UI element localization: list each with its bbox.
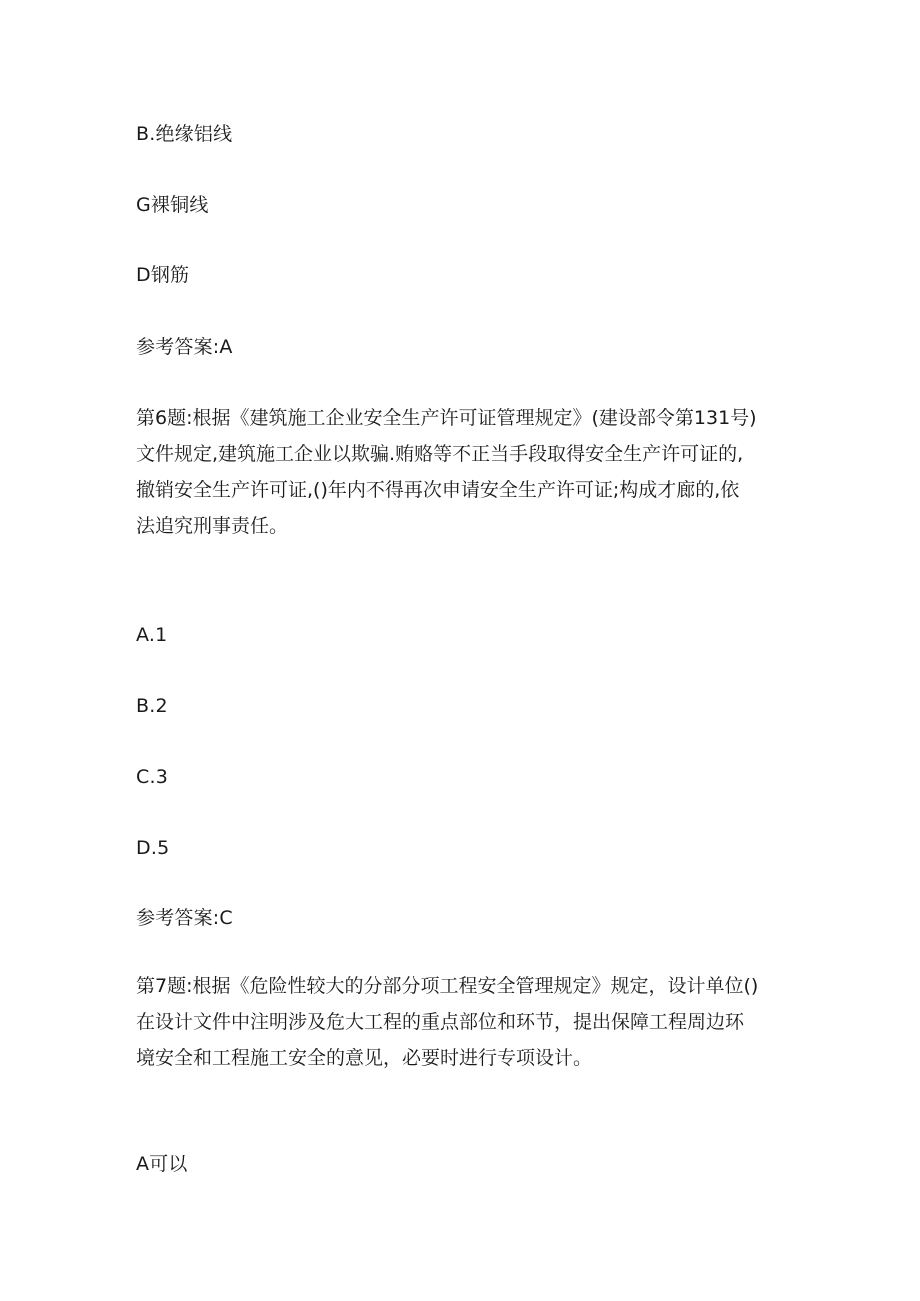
q6-stem	[136, 400, 796, 544]
q6-answer: 参考答案:C	[136, 907, 233, 929]
q5-answer: 参考答案:A	[136, 336, 233, 358]
q7-stem	[136, 968, 796, 1076]
q7-option-a: A可以	[136, 1153, 188, 1175]
q6-stem-line-3: 撤销安全生产许可证,()年内不得再次申请安全生产许可证;构成才廊的,依	[136, 479, 740, 501]
q7-stem-line-2: 在设计文件中注明涉及危大工程的重点部位和环节，提出保障工程周边环	[136, 1011, 745, 1033]
q6-stem-line-2: 文件规定,建筑施工企业以欺骗.贿赂等不正当手段取得安全生产许可证的,	[136, 443, 744, 465]
q6-stem-line-1: 第6题:根据《建筑施工企业安全生产许可证管理规定》(建设部令第131号)	[136, 407, 757, 429]
q6-option-a: A.1	[136, 624, 168, 646]
q7-stem-line-3: 境安全和工程施工安全的意见，必要时进行专项设计。	[136, 1047, 593, 1069]
q5-option-b: B.绝缘铝线	[136, 123, 233, 145]
q5-option-d: D钢筋	[136, 264, 190, 286]
q6-option-c: C.3	[136, 766, 168, 788]
q6-option-b: B.2	[136, 695, 168, 717]
q6-stem-line-4: 法追究刑事责任。	[136, 515, 289, 537]
q5-option-c: G裸铜线	[136, 194, 209, 216]
q7-stem-line-1: 第7题:根据《危险性较大的分部分项工程安全管理规定》规定，设计单位()	[136, 975, 759, 997]
q6-option-d: D.5	[136, 837, 170, 859]
